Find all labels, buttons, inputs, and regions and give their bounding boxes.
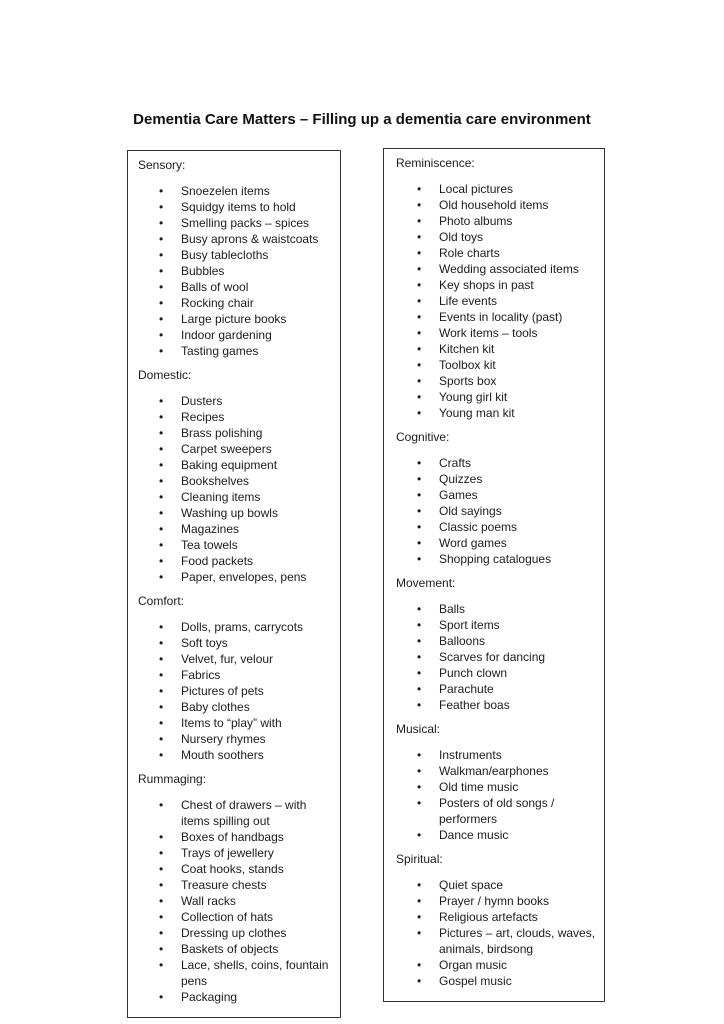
list-item-text: Life events	[439, 294, 498, 308]
list-item-text: Coat hooks, stands	[181, 862, 284, 876]
list-item-text: Old household items	[439, 198, 549, 212]
list-item	[138, 747, 336, 763]
list-item-text: Posters of old songs / performers	[439, 796, 555, 826]
list-item-text: Gospel music	[439, 974, 512, 988]
bullet-icon: •	[417, 390, 422, 404]
list-item	[396, 551, 600, 567]
bullet-icon: •	[159, 442, 164, 456]
bullet-icon: •	[159, 636, 164, 650]
list-item	[396, 229, 600, 245]
list-item-text: Key shops in past	[439, 278, 534, 292]
bullet-icon: •	[159, 894, 164, 908]
bullet-icon: •	[159, 942, 164, 956]
section-heading: Spiritual:	[396, 852, 443, 866]
bullet-icon: •	[159, 264, 164, 278]
bullet-icon: •	[159, 684, 164, 698]
list-item	[138, 989, 336, 1005]
list-item	[138, 619, 336, 635]
list-item-text: Snoezelen items	[181, 184, 270, 198]
list-item	[138, 699, 336, 715]
list-item-text: Recipes	[181, 410, 225, 424]
bullet-icon: •	[417, 682, 422, 696]
bullet-icon: •	[417, 650, 422, 664]
bullet-icon: •	[159, 830, 164, 844]
list-item-text: Organ music	[439, 958, 508, 972]
bullet-icon: •	[159, 748, 164, 762]
list-item	[396, 503, 600, 519]
list-item	[396, 519, 600, 535]
bullet-icon: •	[159, 426, 164, 440]
bullet-icon: •	[417, 602, 422, 616]
section-item-list	[396, 455, 600, 567]
bullet-icon: •	[417, 796, 422, 810]
list-item	[396, 197, 600, 213]
list-item-text: Word games	[439, 536, 507, 550]
list-item-text: Classic poems	[439, 520, 518, 534]
list-item-text: Work items – tools	[439, 326, 538, 340]
section-item-list	[138, 393, 336, 585]
bullet-icon: •	[159, 926, 164, 940]
list-item	[138, 457, 336, 473]
list-item	[396, 763, 600, 779]
bullet-icon: •	[417, 958, 422, 972]
list-item	[138, 909, 336, 925]
list-item	[396, 909, 600, 925]
bullet-icon: •	[159, 878, 164, 892]
bullet-icon: •	[417, 698, 422, 712]
list-item-text: Fabrics	[181, 668, 221, 682]
list-item	[396, 827, 600, 843]
list-item	[396, 181, 600, 197]
bullet-icon: •	[159, 620, 164, 634]
bullet-icon: •	[159, 200, 164, 214]
list-item-text: Games	[439, 488, 478, 502]
bullet-icon: •	[159, 248, 164, 262]
list-item	[138, 473, 336, 489]
list-item-text: Washing up bowls	[181, 506, 278, 520]
list-item-text: Velvet, fur, velour	[181, 652, 274, 666]
list-item-text: Trays of jewellery	[181, 846, 274, 860]
bullet-icon: •	[159, 232, 164, 246]
bullet-icon: •	[417, 326, 422, 340]
list-item	[138, 957, 336, 989]
list-item	[138, 877, 336, 893]
bullet-icon: •	[417, 456, 422, 470]
list-item-text: Squidgy items to hold	[181, 200, 296, 214]
list-item	[396, 617, 600, 633]
section-heading: Movement:	[396, 576, 456, 590]
columns-container	[0, 148, 724, 1018]
bullet-icon: •	[159, 394, 164, 408]
list-item	[138, 489, 336, 505]
list-item	[138, 231, 336, 247]
list-item	[138, 941, 336, 957]
list-item-text: Dressing up clothes	[181, 926, 287, 940]
bullet-icon: •	[417, 214, 422, 228]
list-item-text: Wall racks	[181, 894, 236, 908]
list-item	[138, 279, 336, 295]
page-title: Dementia Care Matters – Filling up a dementia care environment	[133, 111, 591, 128]
bullet-icon: •	[417, 358, 422, 372]
list-item	[138, 327, 336, 343]
section-item-list	[138, 183, 336, 359]
list-item-text: Kitchen kit	[439, 342, 495, 356]
list-item	[396, 601, 600, 617]
list-item-text: Prayer / hymn books	[439, 894, 550, 908]
list-item	[396, 261, 600, 277]
bullet-icon: •	[159, 570, 164, 584]
list-item	[138, 893, 336, 909]
list-item-text: Boxes of handbags	[181, 830, 284, 844]
list-item-text: Shopping catalogues	[439, 552, 552, 566]
list-item-text: Nursery rhymes	[181, 732, 266, 746]
list-item-text: Busy tablecloths	[181, 248, 269, 262]
list-item-text: Quiet space	[439, 878, 504, 892]
list-item	[138, 215, 336, 231]
list-item-text: Indoor gardening	[181, 328, 272, 342]
list-item	[138, 569, 336, 585]
list-item-text: Busy aprons & waistcoats	[181, 232, 319, 246]
list-item-text: Smelling packs – spices	[181, 216, 310, 230]
list-item-text: Photo albums	[439, 214, 513, 228]
list-item	[138, 651, 336, 667]
bullet-icon: •	[417, 278, 422, 292]
list-item	[396, 877, 600, 893]
bullet-icon: •	[159, 410, 164, 424]
bullet-icon: •	[159, 328, 164, 342]
section-item-list	[396, 181, 600, 421]
list-item	[138, 829, 336, 845]
list-item	[396, 697, 600, 713]
list-item-text: Dance music	[439, 828, 509, 842]
list-item	[396, 277, 600, 293]
list-item-text: Sports box	[439, 374, 497, 388]
list-item	[138, 797, 336, 829]
bullet-icon: •	[417, 472, 422, 486]
list-item-text: Cleaning items	[181, 490, 261, 504]
list-item	[396, 487, 600, 503]
list-item	[138, 505, 336, 521]
list-item	[396, 389, 600, 405]
list-item	[396, 405, 600, 421]
list-item	[396, 357, 600, 373]
bullet-icon: •	[417, 828, 422, 842]
list-item	[138, 521, 336, 537]
list-item	[138, 441, 336, 457]
list-item	[138, 715, 336, 731]
list-item-text: Rocking chair	[181, 296, 254, 310]
bullet-icon: •	[417, 342, 422, 356]
bullet-icon: •	[159, 458, 164, 472]
list-item-text: Collection of hats	[181, 910, 274, 924]
bullet-icon: •	[417, 198, 422, 212]
list-item	[396, 309, 600, 325]
list-item-text: Sport items	[439, 618, 500, 632]
list-item-text: Large picture books	[181, 312, 287, 326]
bullet-icon: •	[159, 990, 164, 1004]
list-item-text: Crafts	[439, 456, 472, 470]
list-item-text: Tasting games	[181, 344, 259, 358]
list-item-text: Old toys	[439, 230, 484, 244]
bullet-icon: •	[417, 182, 422, 196]
section-item-list	[138, 619, 336, 763]
list-item-text: Punch clown	[439, 666, 508, 680]
list-item	[138, 553, 336, 569]
list-item	[396, 973, 600, 989]
list-item	[138, 683, 336, 699]
bullet-icon: •	[159, 296, 164, 310]
bullet-icon: •	[159, 312, 164, 326]
bullet-icon: •	[159, 652, 164, 666]
section-heading: Musical:	[396, 722, 441, 736]
list-item-text: Quizzes	[439, 472, 483, 486]
list-item-text: Balls of wool	[181, 280, 249, 294]
list-item-text: Pictures – art, clouds, waves, animals, birdsong	[439, 926, 596, 956]
list-item-text: Paper, envelopes, pens	[181, 570, 307, 584]
list-item	[396, 633, 600, 649]
list-item-text: Carpet sweepers	[181, 442, 272, 456]
list-item-text: Balls	[439, 602, 466, 616]
list-item	[396, 373, 600, 389]
list-item	[396, 795, 600, 827]
section-item-list	[396, 877, 600, 989]
list-item-text: Feather boas	[439, 698, 510, 712]
list-item-text: Dusters	[181, 394, 223, 408]
list-item-text: Religious artefacts	[439, 910, 538, 924]
bullet-icon: •	[417, 488, 422, 502]
bullet-icon: •	[417, 894, 422, 908]
list-item-text: Toolbox kit	[439, 358, 496, 372]
list-item-text: Baskets of objects	[181, 942, 279, 956]
bullet-icon: •	[159, 474, 164, 488]
list-item-text: Tea towels	[181, 538, 238, 552]
list-item	[396, 213, 600, 229]
list-item	[138, 247, 336, 263]
bullet-icon: •	[159, 216, 164, 230]
bullet-icon: •	[417, 406, 422, 420]
section-heading: Comfort:	[138, 594, 185, 608]
list-item	[138, 845, 336, 861]
bullet-icon: •	[417, 634, 422, 648]
bullet-icon: •	[159, 522, 164, 536]
list-item-text: Soft toys	[181, 636, 228, 650]
bullet-icon: •	[417, 230, 422, 244]
list-item	[396, 893, 600, 909]
bullet-icon: •	[417, 246, 422, 260]
list-item	[396, 535, 600, 551]
bullet-icon: •	[417, 974, 422, 988]
list-item	[396, 471, 600, 487]
section-heading: Sensory:	[138, 158, 186, 172]
list-item	[396, 325, 600, 341]
list-item-text: Old time music	[439, 780, 519, 794]
section-heading: Cognitive:	[396, 430, 450, 444]
list-item	[396, 341, 600, 357]
list-item-text: Brass polishing	[181, 426, 263, 440]
list-item-text: Balloons	[439, 634, 486, 648]
list-item	[138, 295, 336, 311]
list-item	[396, 747, 600, 763]
bullet-icon: •	[417, 294, 422, 308]
bullet-icon: •	[417, 310, 422, 324]
list-item	[138, 425, 336, 441]
bullet-icon: •	[159, 958, 164, 972]
list-item-text: Items to “play” with	[181, 716, 282, 730]
section-heading: Domestic:	[138, 368, 192, 382]
section-item-list	[396, 601, 600, 713]
bullet-icon: •	[159, 798, 164, 812]
list-item-text: Events in locality (past)	[439, 310, 563, 324]
bullet-icon: •	[417, 780, 422, 794]
list-item-text: Chest of drawers – with items spilling out	[181, 798, 307, 828]
list-item	[138, 537, 336, 553]
bullet-icon: •	[417, 910, 422, 924]
list-item-text: Mouth soothers	[181, 748, 264, 762]
bullet-icon: •	[417, 764, 422, 778]
list-item-text: Local pictures	[439, 182, 514, 196]
list-item-text: Lace, shells, coins, fountain pens	[181, 958, 329, 988]
list-item	[396, 665, 600, 681]
bullet-icon: •	[159, 490, 164, 504]
section-heading: Reminiscence:	[396, 156, 475, 170]
list-item-text: Baby clothes	[181, 700, 250, 714]
list-item	[396, 455, 600, 471]
bullet-icon: •	[417, 504, 422, 518]
bullet-icon: •	[417, 926, 422, 940]
bullet-icon: •	[417, 748, 422, 762]
list-item	[138, 731, 336, 747]
section-item-list	[138, 797, 336, 1005]
bullet-icon: •	[417, 262, 422, 276]
list-item	[138, 199, 336, 215]
bullet-icon: •	[159, 554, 164, 568]
list-item	[138, 667, 336, 683]
list-item	[138, 393, 336, 409]
list-item	[396, 779, 600, 795]
section-item-list	[396, 747, 600, 843]
list-item	[396, 957, 600, 973]
bullet-icon: •	[417, 374, 422, 388]
list-item-text: Bookshelves	[181, 474, 250, 488]
bullet-icon: •	[417, 536, 422, 550]
section-heading: Rummaging:	[138, 772, 207, 786]
bullet-icon: •	[159, 846, 164, 860]
list-item-text: Old sayings	[439, 504, 502, 518]
list-item-text: Magazines	[181, 522, 240, 536]
list-item-text: Treasure chests	[181, 878, 267, 892]
list-item	[138, 635, 336, 651]
bullet-icon: •	[159, 344, 164, 358]
bullet-icon: •	[159, 910, 164, 924]
list-item	[396, 293, 600, 309]
list-item	[396, 245, 600, 261]
bullet-icon: •	[417, 666, 422, 680]
list-item-text: Young girl kit	[439, 390, 508, 404]
bullet-icon: •	[159, 668, 164, 682]
bullet-icon: •	[159, 862, 164, 876]
list-item	[396, 925, 600, 957]
bullet-icon: •	[159, 732, 164, 746]
list-item-text: Baking equipment	[181, 458, 278, 472]
list-item-text: Pictures of pets	[181, 684, 264, 698]
bullet-icon: •	[417, 618, 422, 632]
bullet-icon: •	[417, 520, 422, 534]
list-item-text: Parachute	[439, 682, 494, 696]
list-item	[138, 343, 336, 359]
bullet-icon: •	[159, 506, 164, 520]
bullet-icon: •	[159, 700, 164, 714]
right-column-box	[383, 148, 605, 1002]
list-item	[138, 409, 336, 425]
list-item	[396, 649, 600, 665]
list-item-text: Scarves for dancing	[439, 650, 546, 664]
bullet-icon: •	[417, 878, 422, 892]
list-item	[138, 263, 336, 279]
list-item-text: Packaging	[181, 990, 238, 1004]
list-item-text: Food packets	[181, 554, 254, 568]
bullet-icon: •	[159, 280, 164, 294]
list-item-text: Dolls, prams, carrycots	[181, 620, 304, 634]
list-item-text: Instruments	[439, 748, 502, 762]
list-item-text: Bubbles	[181, 264, 225, 278]
list-item-text: Wedding associated items	[439, 262, 579, 276]
list-item	[396, 681, 600, 697]
list-item	[138, 183, 336, 199]
list-item-text: Role charts	[439, 246, 500, 260]
left-column-box	[127, 150, 341, 1018]
list-item-text: Young man kit	[439, 406, 515, 420]
bullet-icon: •	[159, 716, 164, 730]
list-item	[138, 311, 336, 327]
bullet-icon: •	[417, 552, 422, 566]
list-item	[138, 925, 336, 941]
bullet-icon: •	[159, 184, 164, 198]
bullet-icon: •	[159, 538, 164, 552]
list-item	[138, 861, 336, 877]
list-item-text: Walkman/earphones	[439, 764, 549, 778]
